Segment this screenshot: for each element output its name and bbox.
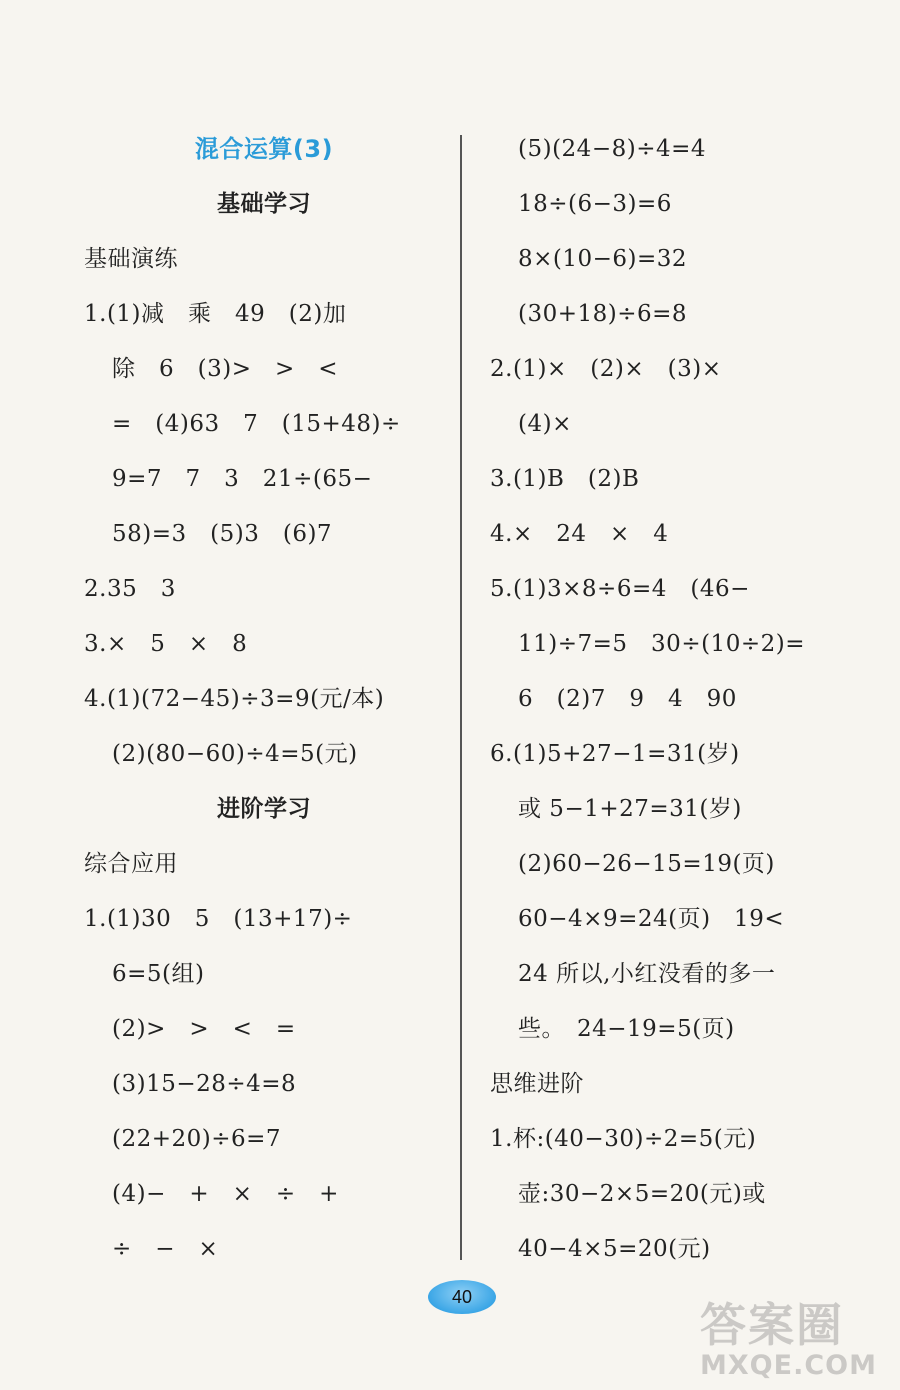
answer-line: 18÷(6−3)=6 (518, 191, 672, 217)
right-column (490, 122, 860, 1277)
answer-line: (4)× (518, 411, 572, 437)
page-number-badge (428, 1280, 496, 1314)
answer-line: 2.35 3 (84, 576, 176, 602)
column-divider (460, 135, 462, 1260)
answer-line: 4.× 24 × 4 (490, 521, 669, 547)
answer-line: 9=7 7 3 21÷(65− (112, 466, 373, 492)
answer-line: 8×(10−6)=32 (518, 246, 688, 272)
answer-line: 壶:30−2×5=20(元)或 (518, 1181, 766, 1207)
answer-line: 3.(1)B (2)B (490, 466, 640, 492)
section-heading: 进阶学习 (217, 796, 311, 822)
section-heading: 基础学习 (217, 191, 311, 217)
answer-line: 6 (2)7 9 4 90 (518, 686, 737, 712)
answer-line: 3.× 5 × 8 (84, 631, 248, 657)
answer-line: 58)=3 (5)3 (6)7 (112, 521, 333, 547)
answer-line: 5.(1)3×8÷6=4 (46− (490, 576, 750, 602)
watermark-logo (700, 1300, 890, 1384)
answer-line: 60−4×9=24(页) 19< (518, 906, 785, 932)
answer-line: (3)15−28÷4=8 (112, 1071, 297, 1097)
watermark-text-top: 答案圈 (700, 1298, 844, 1352)
page-number: 40 (451, 1287, 473, 1307)
answer-line: 1.杯:(40−30)÷2=5(元) (490, 1126, 757, 1152)
answer-line: 6.(1)5+27−1=31(岁) (490, 741, 740, 767)
subsection-heading: 基础演练 (84, 246, 178, 272)
answer-line: 1.(1)30 5 (13+17)÷ (84, 906, 353, 932)
answer-line: = (4)63 7 (15+48)÷ (112, 411, 401, 437)
answer-line: (2)> > < = (112, 1016, 296, 1042)
answer-line: 11)÷7=5 30÷(10÷2)= (518, 631, 805, 657)
answer-line: 除 6 (3)> > < (112, 356, 339, 382)
watermark-text-bottom: MXQE.COM (700, 1350, 877, 1381)
answer-line: (4)− + × ÷ + (112, 1181, 339, 1207)
subsection-heading: 综合应用 (84, 851, 178, 877)
answer-line: 40−4×5=20(元) (518, 1236, 711, 1262)
answer-line: (2)60−26−15=19(页) (518, 851, 775, 877)
answer-line: 2.(1)× (2)× (3)× (490, 356, 722, 382)
answer-line: ÷ − × (112, 1236, 219, 1262)
subsection-heading: 思维进阶 (490, 1071, 584, 1097)
answer-line: (30+18)÷6=8 (518, 301, 688, 327)
answer-line: (5)(24−8)÷4=4 (518, 136, 707, 162)
answer-line: 4.(1)(72−45)÷3=9(元/本) (84, 686, 385, 712)
answer-line: (2)(80−60)÷4=5(元) (112, 741, 358, 767)
left-column (84, 122, 444, 1277)
answer-line: 24 所以,小红没看的多一 (518, 961, 776, 987)
answer-line: (22+20)÷6=7 (112, 1126, 282, 1152)
answer-line: 1.(1)减 乘 49 (2)加 (84, 301, 347, 327)
page-title: 混合运算(3) (194, 135, 334, 163)
answer-line: 些。 24−19=5(页) (518, 1016, 735, 1042)
answer-line: 或 5−1+27=31(岁) (518, 796, 742, 822)
answer-line: 6=5(组) (112, 961, 205, 987)
